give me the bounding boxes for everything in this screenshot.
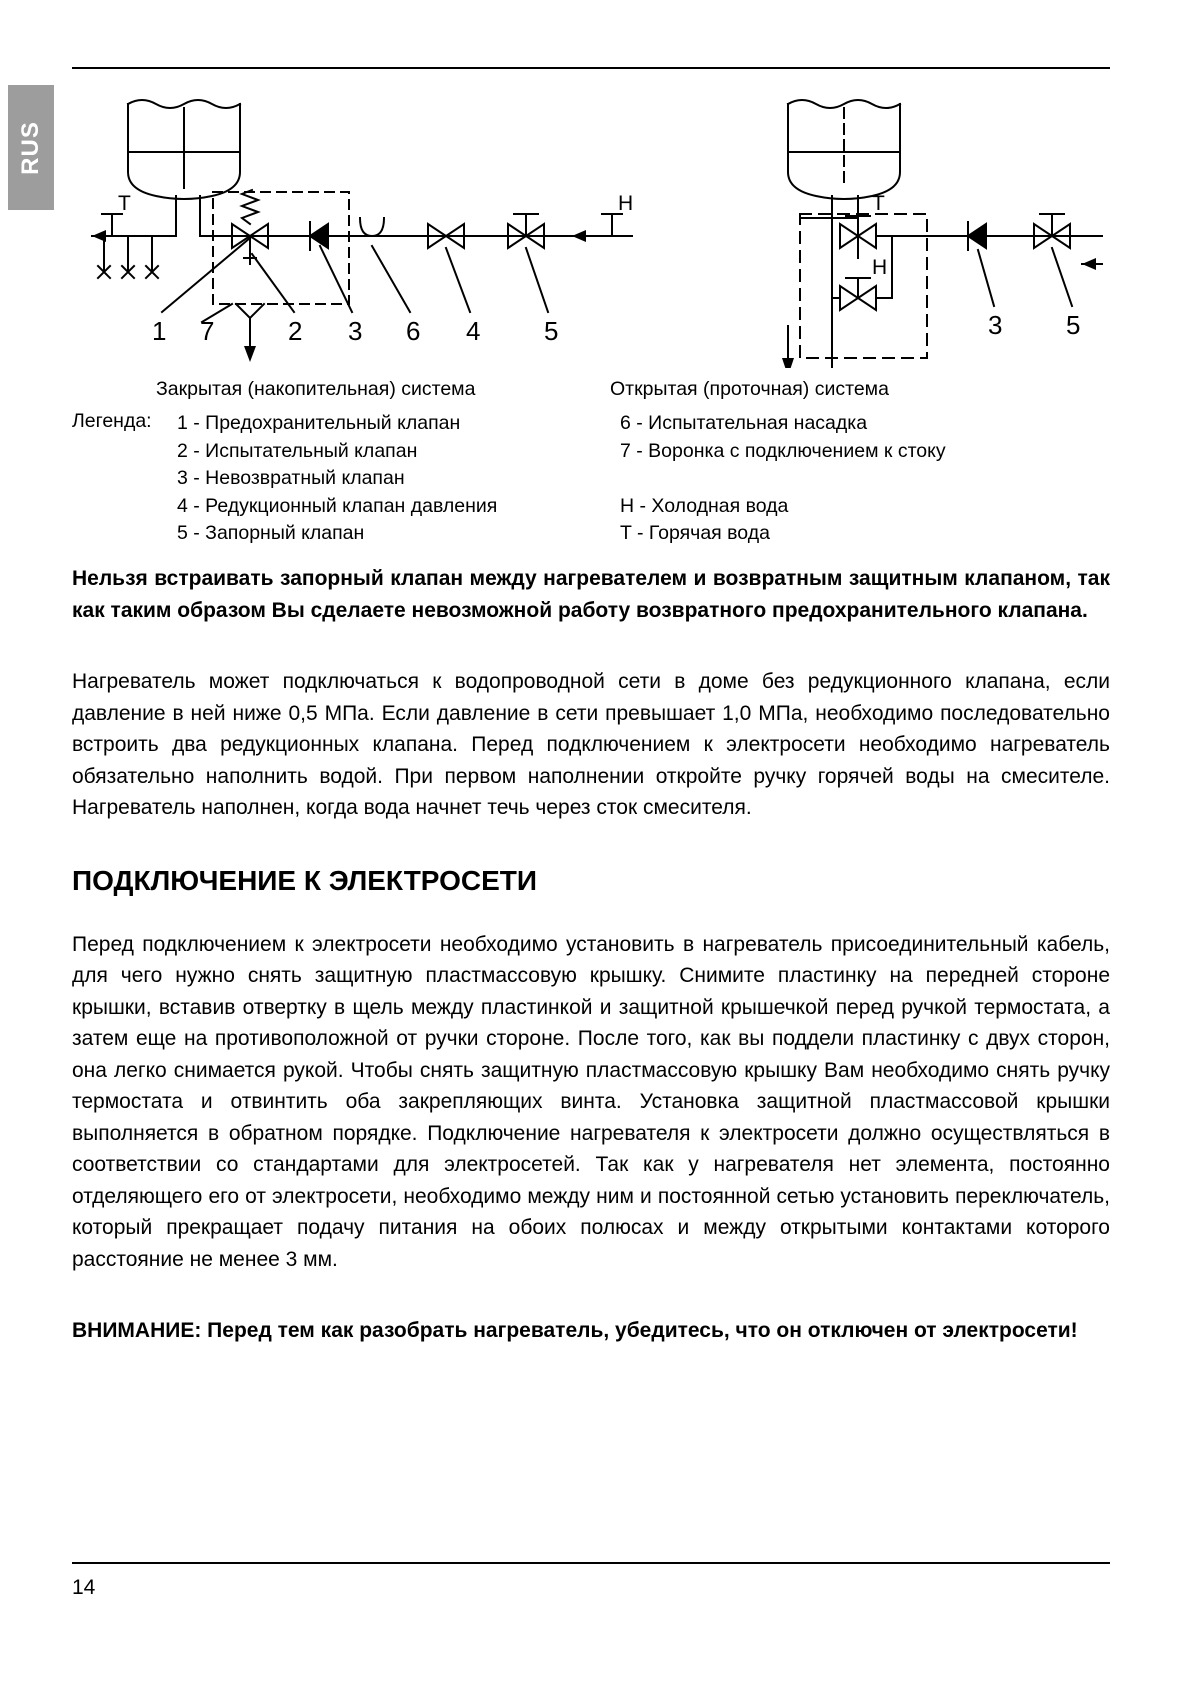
callout-numbers-right: [988, 310, 1080, 340]
body-paragraph-1: Нагреватель может подключаться к водопроводной сети в доме без редукционного клапана, если давление в ней ниже 0,5 МПа. Если давление в сети превышает 1,0 МПа, необходимо последовательно встроить два редукционных клапана. Перед подключением к электросети необходимо нагреватель обязательно наполнить водой. При первом наполнении откройте ручку горячей воды на смесителе. Нагреватель наполнен, когда вода начнет течь через сток смесителя.: [72, 670, 1110, 819]
open-outflow-arrow: [782, 326, 794, 368]
svg-text:7: 7: [200, 316, 215, 346]
legend-item: H - Холодная вода: [620, 494, 789, 517]
legend-item: T - Горячая вода: [620, 522, 770, 544]
footer-rule: [72, 1562, 1110, 1564]
legend-item: 4 - Редукционный клапан давления: [177, 494, 498, 517]
cold-tap-symbol: [840, 278, 876, 310]
cold-water-inlet-left: [572, 214, 632, 242]
shutoff-valve-symbol-right: [1034, 214, 1070, 248]
svg-text:2: 2: [288, 316, 303, 346]
diagram-svg: [72, 78, 1110, 368]
spacer: [72, 1275, 1110, 1315]
hot-tap-symbol: [840, 216, 876, 258]
svg-text:1: 1: [152, 316, 167, 346]
label-cold-left: H: [618, 192, 634, 215]
diagram-captions: [72, 378, 1110, 404]
non-return-valve-symbol-right: [968, 222, 986, 250]
shutoff-valve-symbol-left: [508, 214, 544, 248]
svg-text:4: 4: [466, 316, 481, 346]
svg-text:3: 3: [988, 310, 1003, 340]
legend-label: Легенда:: [72, 410, 152, 432]
page-content: [72, 563, 1110, 1347]
drain-funnel-symbol: [236, 304, 264, 362]
language-tab: [8, 85, 54, 210]
legend-item: 5 - Запорный клапан: [177, 522, 365, 544]
safety-valve-symbol: [232, 190, 268, 264]
legend-item: 3 - Невозвратный клапан: [177, 467, 405, 489]
language-tab-label: RUS: [17, 120, 44, 175]
callout-numbers-left: [152, 316, 558, 346]
cold-water-inlet-right: [1082, 258, 1102, 270]
legend-column-right: [620, 410, 1080, 548]
spacer: [72, 898, 1110, 929]
svg-text:6: 6: [406, 316, 421, 346]
callout-leaders-right: [978, 248, 1072, 306]
plumbing-diagrams: [72, 78, 1110, 368]
caption-open-system: Открытая (проточная) система: [610, 378, 889, 400]
legend-item: 1 - Предохранительный клапан: [177, 412, 461, 434]
callout-leaders-left: [162, 238, 548, 322]
label-cold-right: H: [872, 256, 888, 279]
body-paragraph-2: Перед подключением к электросети необходимо установить в нагреватель присоединительный кабель, для чего нужно снять защитную пластмассовую крышку. Снимите пластинку на передней стороне крышки, вставив отвертку в щель между пластинкой и защитной крышечкой перед ручкой термостата, а затем еще на противоположной от ручки стороне. После того, как вы поддели пластинку с двух сторон, она легко снимается рукой. Чтобы снять защитную пластмассовую крышку Вам необходимо снять ручку термостата и отвинтить оба закрепляющих винта. Установка защитной пластмассовой крышки выполняется в обратном порядке. Подключение нагревателя к электросети должно осуществляться в соответствии со стандартами для электросетей. Так как у нагревателя нет элемента, постоянно отделяющего его от электросети, необходимо между ним и постоянной сетью установить переключатель, который прекращает подачу питания на обоих полюсах и между открытыми контактами которого расстояние не менее 3 мм.: [72, 932, 1110, 1271]
test-nozzle-symbol: [360, 218, 384, 236]
svg-text:5: 5: [544, 316, 559, 346]
label-hot-right: T: [872, 192, 885, 215]
spacer: [72, 824, 1110, 864]
label-hot-left: T: [118, 192, 131, 215]
water-heater-tank-right: [788, 100, 900, 258]
header-rule: [72, 67, 1110, 69]
svg-text:5: 5: [1066, 310, 1081, 340]
water-heater-tank-left: [128, 100, 240, 236]
diagram-open-system: [782, 100, 1102, 368]
caption-closed-system: Закрытая (накопительная) система: [156, 378, 476, 400]
warning-paragraph-bottom: ВНИМАНИЕ: Перед тем как разобрать нагреватель, убедитесь, что он отключен от электросети!: [72, 1319, 1078, 1342]
hot-water-outlet-left: [92, 214, 176, 278]
spacer: [72, 626, 1110, 666]
svg-text:3: 3: [348, 316, 363, 346]
legend-item: 6 - Испытательная насадка: [620, 412, 868, 434]
legend-item: 2 - Испытательный клапан: [177, 439, 418, 462]
legend-item: 7 - Воронка с подключением к стоку: [620, 439, 946, 462]
page-number: 14: [72, 1576, 96, 1599]
section-heading: ПОДКЛЮЧЕНИЕ К ЭЛЕКТРОСЕТИ: [72, 864, 538, 896]
warning-paragraph-top: Нельзя встраивать запорный клапан между нагревателем и возвратным защитным клапаном, так как таким образом Вы сделаете невозможной работу возвратного предохранительного клапана.: [72, 567, 1110, 622]
legend-column-left: [177, 410, 597, 548]
diagram-legend: [72, 410, 1110, 550]
